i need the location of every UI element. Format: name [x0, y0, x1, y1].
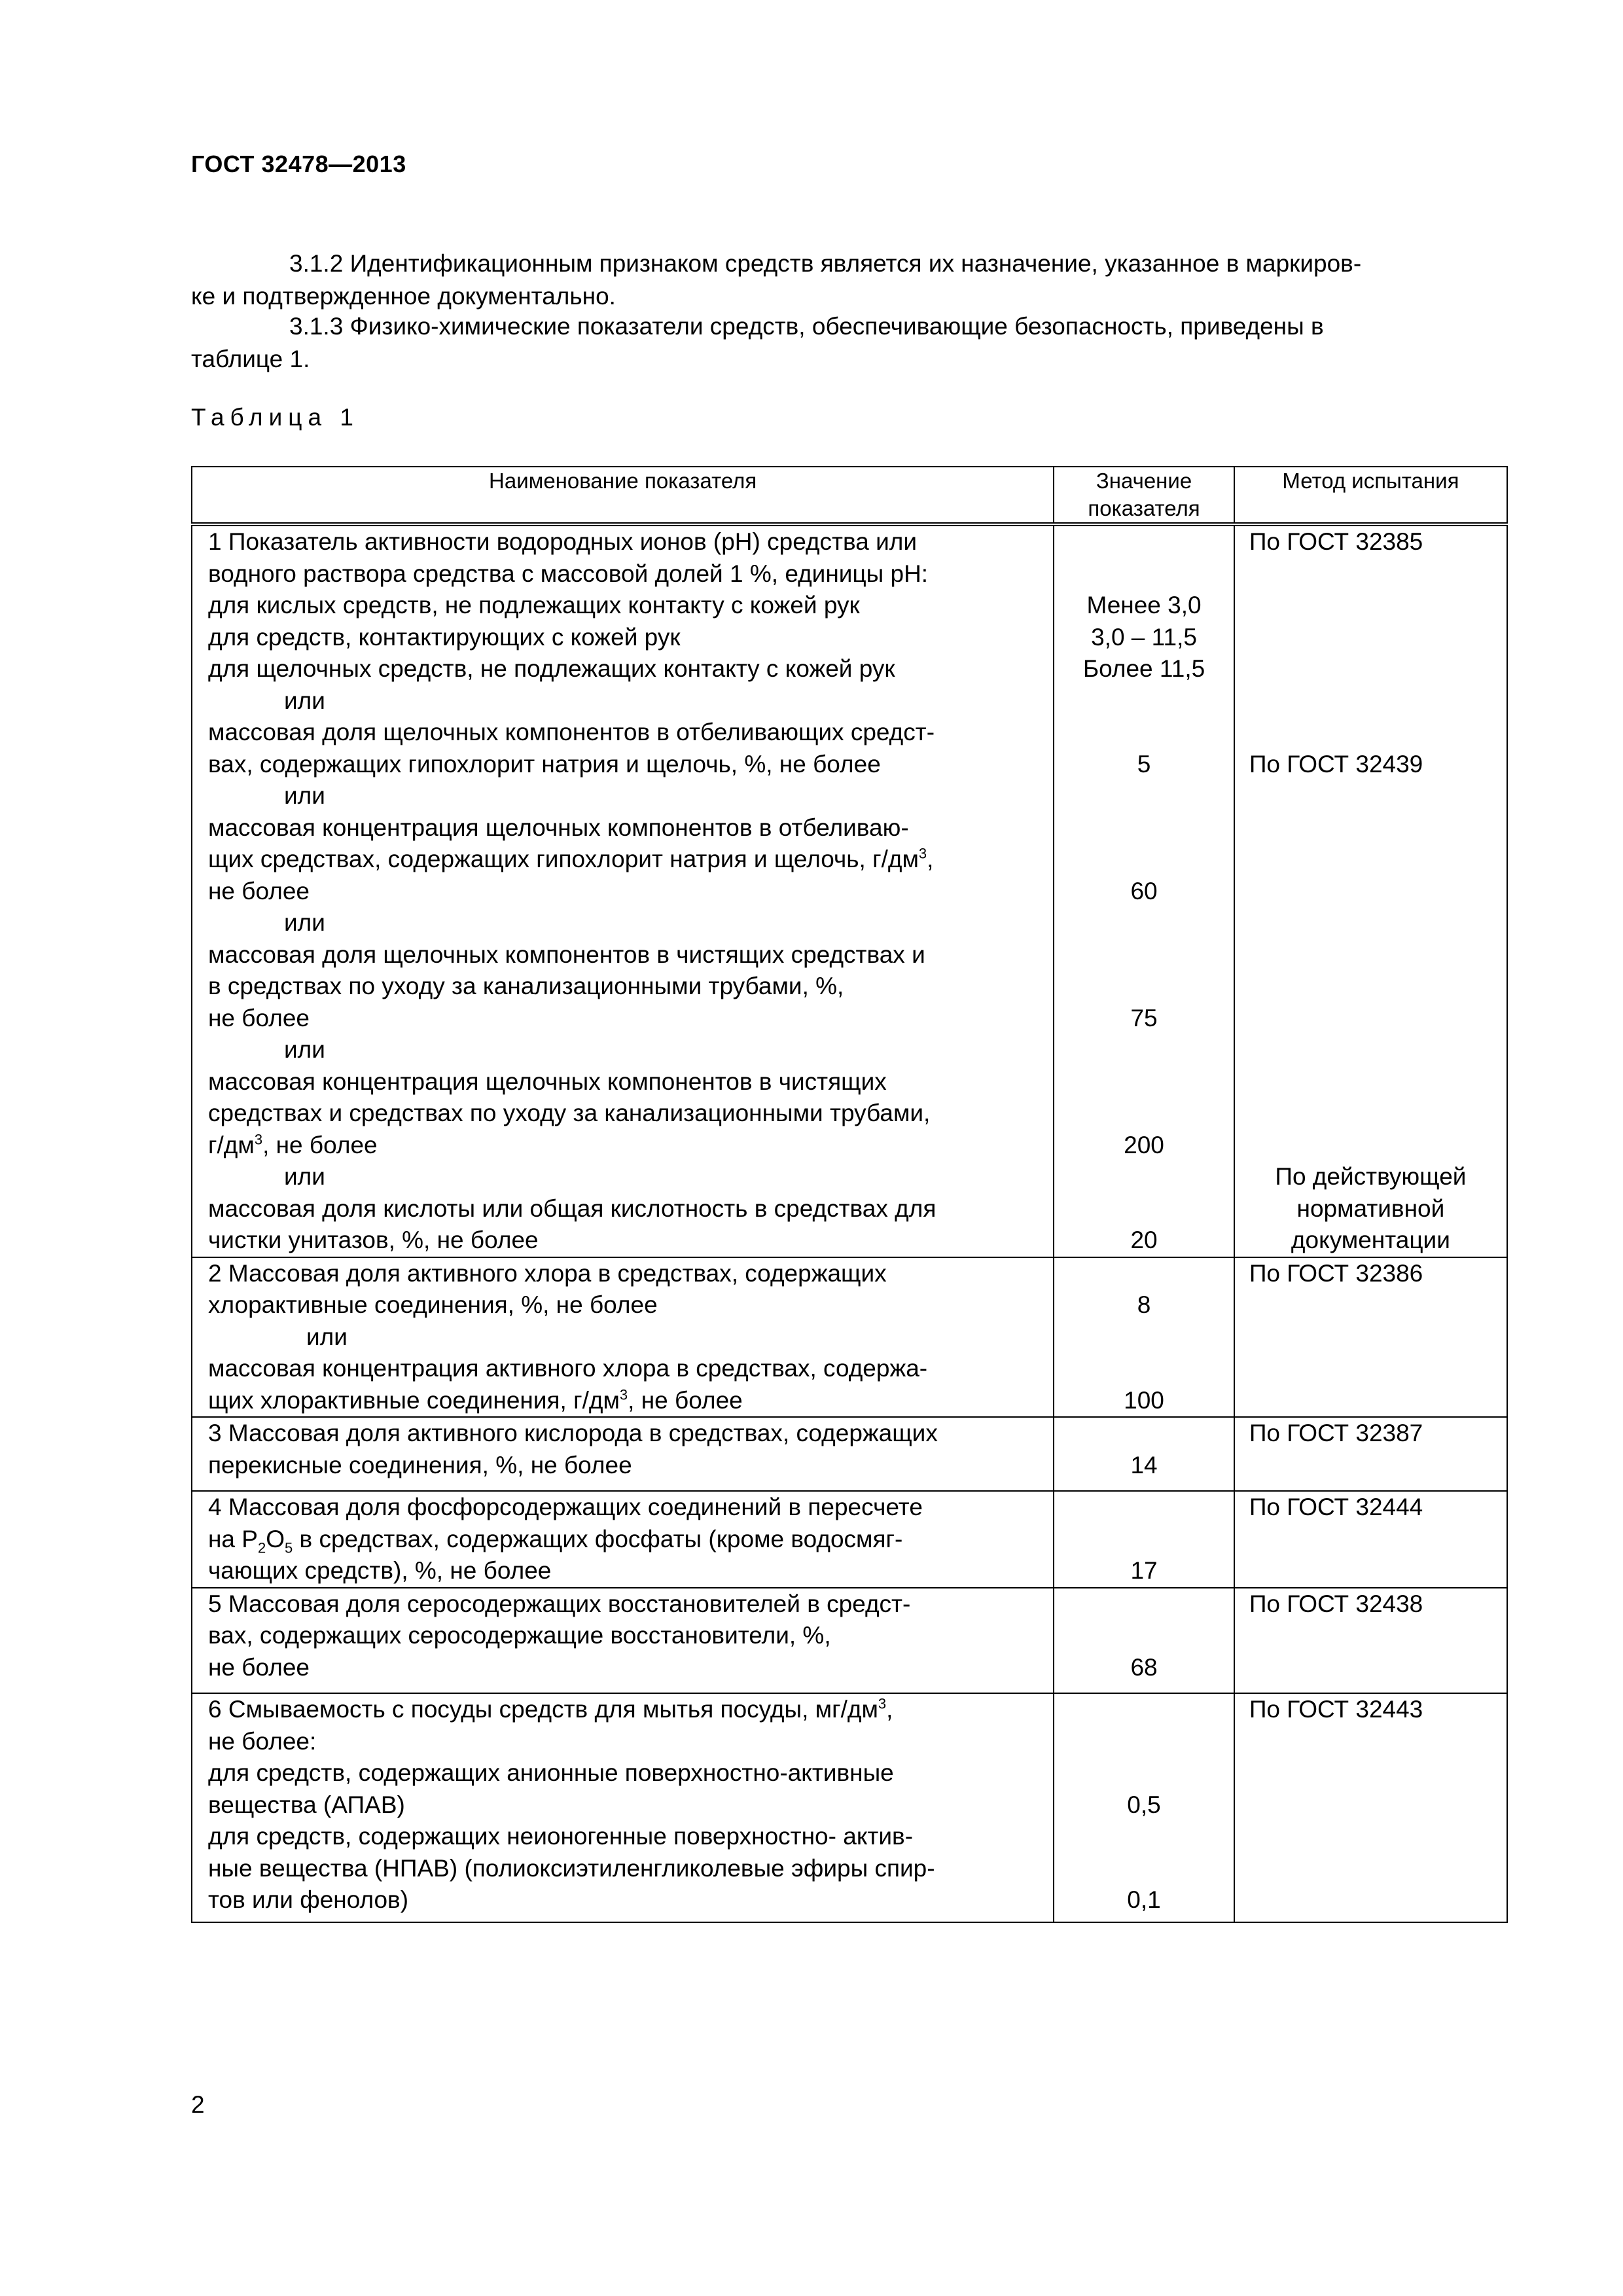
test-method-cell: По ГОСТ 32387	[1234, 1417, 1507, 1491]
test-method-cell: По ГОСТ 32444	[1234, 1491, 1507, 1588]
indicator-name-cell: 4 Массовая доля фосфорсодержащих соединений в пересчете на $P_2O_5$ в средствах, содержащих фосфаты (кроме водосмяг- чающих средств), %, не более	[192, 1491, 1054, 1588]
table-row	[192, 1693, 1507, 1922]
table-caption: Таблица 1	[191, 404, 359, 431]
table-row	[192, 524, 1507, 1257]
indicator-value-cell: 68	[1054, 1588, 1234, 1694]
indicator-value-cell: 14	[1054, 1417, 1234, 1491]
indicator-value-cell: Менее 3,0 3,0 – 11,5 Более 11,5 5 60 75 200 20	[1054, 524, 1234, 1257]
indicator-value-cell: 0,5 0,1	[1054, 1693, 1234, 1922]
test-method-cell: По ГОСТ 32438	[1234, 1588, 1507, 1694]
indicator-name-cell: 2 Массовая доля активного хлора в средствах, содержащих хлорактивные соединения, %, не более или массовая концентрация активного хлора в средствах, содержа- щих хлорактивные соединения, $г/дм^3$, не более	[192, 1257, 1054, 1418]
table-row	[192, 1491, 1507, 1588]
table-header-row	[192, 467, 1507, 524]
document-code-header: ГОСТ 32478—2013	[191, 151, 406, 177]
header-indicator-value: Значение показателя	[1054, 467, 1234, 524]
indicator-value-cell: 17	[1054, 1491, 1234, 1588]
header-indicator-name: Наименование показателя	[192, 467, 1054, 524]
indicators-table	[191, 466, 1508, 1923]
page-number: 2	[191, 2091, 205, 2118]
test-method-cell: По ГОСТ 32386	[1234, 1257, 1507, 1418]
paragraph-3-1-2: 3.1.2 Идентификационным признаком средств является их назначение, указанное в маркиров- ке и подтвержденное документально.	[191, 250, 1362, 310]
indicator-name-cell: 1 Показатель активности водородных ионов (pH) средства или водного раствора средства с массовой долей 1 %, единицы pH: для кислых средств, не подлежащих контакту с кожей рук для средств, контактирующих с кожей рук для щелочных средств, не подлежащих контакту с кожей рук или массовая доля щелочных компонентов в отбеливающих средст- вах, содержащих гипохлорит натрия и щелочь, %, не более или массовая концентрация щелочных компонентов в отбеливаю- щих средствах, содержащих гипохлорит натрия и щелочь, $г/дм^3$, не более или массовая доля щелочных компонентов в чистящих средствах и в средствах по уходу за канализационными трубами, %, не более или массовая концентрация щелочных компонентов в чистящих средствах и средствах по уходу за канализационными трубами, $г/дм^3$, не более или массовая доля кислоты или общая кислотность в средствах для чистки унитазов, %, не более	[192, 524, 1054, 1257]
indicator-name-cell: 5 Массовая доля серосодержащих восстановителей в средст- вах, содержащих серосодержащие восстановители, %, не более	[192, 1588, 1054, 1694]
indicator-name-cell: 6 Смываемость с посуды средств для мытья посуды, $мг/дм^3$, не более: для средств, содержащих анионные поверхностно-активные вещества (АПАВ) для средств, содержащих неионогенные поверхностно- актив- ные вещества (НПАВ) (полиоксиэтиленгликолевые эфиры спир- тов или фенолов)	[192, 1693, 1054, 1922]
paragraph-3-1-3: 3.1.3 Физико-химические показатели средств, обеспечивающие безопасность, приведены в таблице 1.	[191, 313, 1324, 372]
header-test-method: Метод испытания	[1234, 467, 1507, 524]
table-row	[192, 1257, 1507, 1418]
table-row	[192, 1417, 1507, 1491]
indicator-name-cell: 3 Массовая доля активного кислорода в средствах, содержащих перекисные соединения, %, не более	[192, 1417, 1054, 1491]
test-method-cell: По ГОСТ 32385 По ГОСТ 32439 По действующей нормативной документации	[1234, 524, 1507, 1257]
table-row	[192, 1588, 1507, 1694]
test-method-cell: По ГОСТ 32443	[1234, 1693, 1507, 1922]
indicator-value-cell: 8 100	[1054, 1257, 1234, 1418]
